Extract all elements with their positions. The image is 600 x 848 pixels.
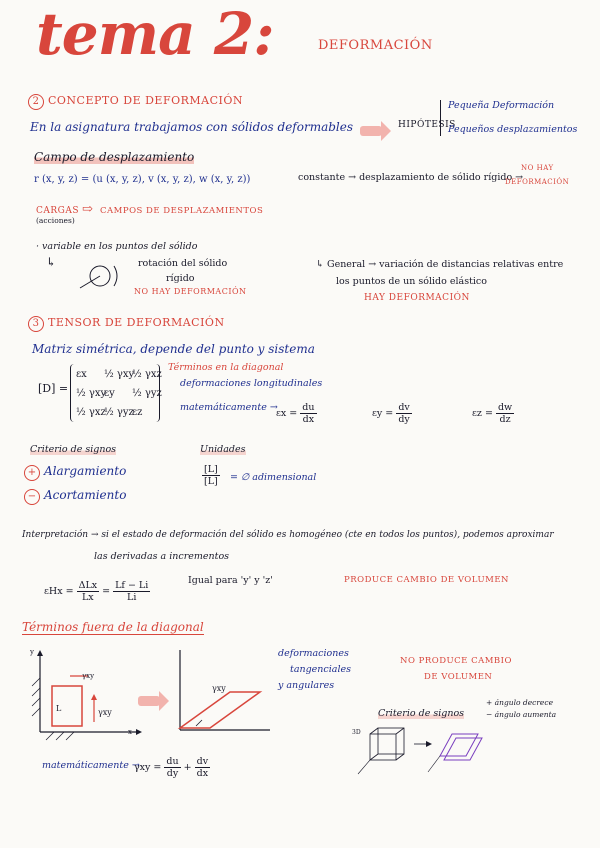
- criterio-2-heading: Criterio de signos: [378, 708, 465, 719]
- general-text-2: los puntos de un sólido elástico: [336, 276, 487, 287]
- igual-text: Igual para 'y' y 'z': [188, 575, 273, 586]
- variable-text: · variable en los puntos del sólido: [36, 241, 198, 252]
- epsilon-z-eq: εz = $\frac{dw}{dz}$: [472, 402, 513, 425]
- arrow-icon: [138, 690, 160, 709]
- matrix-cell: ½ γxz: [76, 407, 106, 418]
- matrix-cell: ½ γyz: [104, 407, 134, 418]
- epsilon-hx-eq: εHx = $\frac{\text{ΔLx}}{Lx}$ = $\frac{Lf - Li}{Li}$: [44, 580, 149, 603]
- hipotesis-1: Pequeña Deformación: [448, 100, 555, 111]
- epsilon-x-eq: εx = $\frac{du}{dx}$: [276, 402, 315, 425]
- unidades-heading: Unidades: [200, 444, 246, 455]
- acciones-label: (acciones): [36, 216, 75, 225]
- general-text-1: ↳ General → variación de distancias relativas entre: [316, 259, 564, 270]
- hipotesis-2: Pequeños desplazamientos: [448, 124, 578, 135]
- fuera-diagonal-heading: Términos fuera de la diagonal: [22, 620, 204, 634]
- rotacion-text: rotación del sólido: [138, 258, 228, 269]
- interpretacion-1: Interpretación → si el estado de deformación del sólido es homogéneo (cte en todos los puntos), podemos aproximar: [22, 530, 554, 540]
- page-subtitle: DEFORMACIÓN: [318, 38, 433, 53]
- gamma-label-2: γxy: [82, 672, 95, 680]
- section-title: TENSOR DE DEFORMACIÓN: [48, 316, 225, 329]
- section-3-heading: [28, 316, 225, 332]
- rigido-text: rígido: [166, 273, 195, 284]
- no-produce-1: NO PRODUCE CAMBIO: [400, 656, 513, 666]
- matrix-cell: εz: [132, 407, 143, 418]
- longitudinal-text: deformaciones longitudinales: [180, 378, 323, 389]
- axis-x-label: x: [128, 728, 132, 736]
- acortamiento-item: − Acortamiento: [24, 488, 126, 505]
- section-2-heading: [28, 94, 243, 110]
- gamma-xy-eq: γxy = $\frac{du}{dy}$ + $\frac{dv}{dx}$: [134, 756, 209, 779]
- matrix-cell: ½ γyz: [132, 388, 162, 399]
- criterio-heading: Criterio de signos: [30, 444, 117, 455]
- matrix-cell: εy: [104, 388, 115, 399]
- matriz-text: Matriz simétrica, depende del punto y sistema: [32, 342, 315, 356]
- deformaciones-text: deformaciones: [278, 648, 349, 659]
- tensor-symbol: [D] =: [38, 382, 69, 395]
- hay-deformacion: HAY DEFORMACIÓN: [364, 293, 470, 303]
- no-hay-2: DEFORMACIÓN: [505, 178, 570, 186]
- no-produce-2: DE VOLUMEN: [424, 672, 493, 682]
- interpretacion-2: las derivadas a incrementos: [94, 551, 230, 562]
- rotation-sketch-icon: [78, 262, 128, 290]
- criterio-plus: + ángulo decrece: [486, 698, 554, 707]
- tangenciales-text: tangenciales: [290, 664, 351, 675]
- alargamiento-item: + Alargamiento: [24, 464, 126, 481]
- matematicamente-label-2: matemáticamente →: [42, 760, 140, 771]
- campo-equation: r (x, y, z) = (u (x, y, z), v (x, y, z), w (x, y, z)): [34, 174, 251, 185]
- cube-sketch-icon: [344, 722, 504, 782]
- cube-label: 3D: [352, 729, 361, 736]
- hipotesis-label: HIPÓTESIS: [398, 120, 456, 130]
- arrow-icon: [360, 120, 382, 139]
- campos-label: CAMPOS DE DESPLAZAMIENTOS: [100, 206, 264, 216]
- no-hay-deformacion: NO HAY DEFORMACIÓN: [134, 287, 247, 296]
- matrix-cell: ½ γxy: [104, 369, 135, 380]
- matrix-cell: ½ γxy: [76, 388, 107, 399]
- produce-cambio: PRODUCE CAMBIO DE VOLUMEN: [344, 575, 509, 585]
- no-hay-1: NO HAY: [521, 164, 554, 172]
- double-arrow-icon: ⇨: [82, 202, 93, 217]
- epsilon-y-eq: εy = $\frac{dv}{dy}$: [372, 402, 410, 425]
- length-label: L: [56, 704, 62, 713]
- hook-arrow-icon: ↳: [46, 255, 57, 269]
- matrix-cell: εx: [76, 369, 87, 380]
- cargas-label: CARGAS: [36, 206, 80, 216]
- intro-text: En la asignatura trabajamos con sólidos deformables: [30, 120, 354, 134]
- section-number: 2: [28, 94, 44, 110]
- adimensional-text: = ∅ adimensional: [230, 472, 317, 483]
- gamma-label-1: γxy: [98, 708, 112, 717]
- matrix-cell: ½ γxz: [132, 369, 162, 380]
- page-title: tema 2:: [36, 0, 274, 68]
- constante-text: constante → desplazamiento de sólido rígido →: [298, 172, 524, 183]
- matematicamente-label: matemáticamente →: [180, 402, 278, 413]
- campo-heading: Campo de desplazamiento: [34, 150, 195, 164]
- criterio-minus: − ángulo aumenta: [486, 710, 557, 719]
- diagonal-terms: Términos en la diagonal: [168, 362, 284, 373]
- gamma-label-3: γxy: [212, 684, 226, 693]
- angulares-text: y angulares: [278, 680, 335, 691]
- section-title: CONCEPTO DE DEFORMACIÓN: [48, 94, 243, 107]
- brace: [440, 100, 444, 136]
- axis-y-label: y: [30, 648, 34, 656]
- unidades-fraction: $\frac{[L]}{[L]}$: [204, 464, 218, 487]
- section-number: 3: [28, 316, 44, 332]
